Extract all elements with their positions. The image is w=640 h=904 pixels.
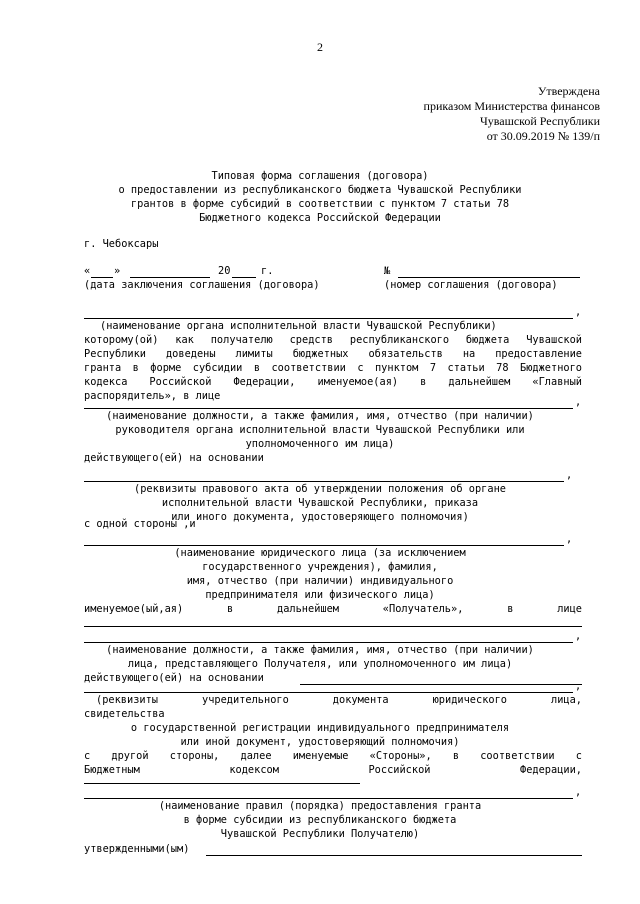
approval-line: Утверждена [537, 84, 600, 98]
word: с [84, 750, 91, 762]
legal-act-blank [84, 481, 564, 482]
doc-title: Типовая форма соглашения (договора) [211, 170, 429, 182]
comma: , [575, 306, 582, 318]
official-blank [84, 408, 573, 409]
founding-line [96, 694, 582, 707]
acting-basis: действующего(ей) на основании [84, 452, 264, 464]
founding-blank [84, 692, 573, 693]
para-line: кодекса Российской Федерации, именуемое(ая) в дальнейшем «Главный [84, 376, 582, 388]
authority-blank [84, 318, 573, 319]
word: Бюджетным [84, 764, 140, 776]
word: именуемое(ый,ая) [84, 603, 184, 615]
rules-caption: в форме субсидии из республиканского бюджета [183, 814, 457, 826]
official-caption: (наименование должности, а также фамилия, имя, отчество (при наличии) [106, 410, 534, 422]
recipient-blank [84, 626, 582, 627]
word: в [507, 603, 514, 615]
year-suffix: г. [261, 265, 274, 277]
rules-caption: Чувашской Республики Получателю) [220, 828, 420, 840]
founding-caption: о государственной регистрации индивидуального предпринимателя [130, 722, 510, 734]
word: с [575, 750, 582, 762]
official-caption: руководителя органа исполнительной власти Чувашской Республики или [115, 424, 525, 436]
word: в [227, 603, 234, 615]
date-close-quote: » [114, 265, 121, 277]
year-prefix: 20 [218, 265, 231, 277]
word: учредительного [202, 694, 289, 706]
word: Российской [368, 764, 431, 776]
date-caption: (дата заключения соглашения (договора) [84, 279, 320, 291]
para-line: гранта в форме субсидии в соответствии с пунктом 7 статьи 78 Бюджетного [84, 362, 582, 374]
comma: , [566, 469, 573, 481]
rules-blank [84, 798, 573, 799]
month-blank [130, 277, 210, 278]
recipient-official-caption: (наименование должности, а также фамилия, имя, отчество (при наличии) [106, 644, 534, 656]
word: «Получатель», [382, 603, 464, 615]
comma: , [575, 786, 582, 798]
comma: , [575, 680, 582, 692]
word: юридического [432, 694, 507, 706]
other-side-line [84, 750, 582, 763]
approval-line: Чувашской Республики [479, 114, 600, 128]
entity-caption: (наименование юридического лица (за исключением [174, 547, 466, 559]
official-caption: уполномоченного им лица) [245, 438, 395, 450]
word: далее [240, 750, 272, 762]
para-line: Республики доведены лимиты бюджетных обязательств на предоставление [84, 348, 582, 360]
word: другой [111, 750, 149, 762]
date-open-quote: « [84, 265, 91, 277]
number-blank [398, 277, 580, 278]
budget-code-line [84, 764, 582, 777]
word: именуемые [292, 750, 349, 762]
comma: , [566, 533, 573, 545]
word: дальнейшем [277, 603, 339, 615]
para-line: которому(ой) как получателю средств республиканского бюджета Чувашской [84, 334, 582, 346]
entity-caption: имя, отчество (при наличии) индивидуального [186, 575, 454, 587]
doc-title: о предоставлении из республиканского бюджета Чувашской Республики [118, 184, 522, 196]
legal-act-caption: (реквизиты правового акта об утверждении положения об органе [134, 483, 506, 495]
entity-caption: государственного учреждения), фамилия, [202, 561, 438, 573]
word: (реквизиты [96, 694, 158, 706]
page-number: 2 [317, 40, 323, 54]
para-line: распорядитель», в лице [84, 390, 221, 402]
number-caption: (номер соглашения (договора) [384, 279, 558, 291]
year-blank [232, 277, 256, 278]
one-side: с одной стороны ,и [84, 518, 196, 530]
approval-line: приказом Министерства финансов [423, 99, 600, 113]
word: соответствии [480, 750, 555, 762]
entity-blank [84, 545, 564, 546]
approved-by: утвержденными(ым) [84, 843, 190, 855]
word: лице [557, 603, 582, 615]
doc-title: грантов в форме субсидий в соответствии с пунктом 7 статьи 78 [130, 198, 510, 210]
approved-by-blank [206, 855, 582, 856]
word: в [452, 750, 460, 762]
rules-caption: (наименование правил (порядка) предоставления гранта [158, 800, 482, 812]
named-line [84, 603, 582, 616]
legal-act-caption: исполнительной власти Чувашской Республики, приказа [161, 497, 479, 509]
approval-line: от 30.09.2019 № 139/п [486, 129, 600, 143]
day-blank [91, 277, 113, 278]
authority-caption: (наименование органа исполнительной власти Чувашской Республики) [100, 320, 497, 332]
acting-basis: действующего(ей) на основании [84, 672, 264, 684]
word: документа [332, 694, 389, 706]
legal-act-caption: или иного документа, удостоверяющего полномочия) [171, 511, 469, 523]
number-sign: № [384, 265, 391, 277]
recipient-blank [84, 642, 573, 643]
entity-caption: предпринимателя или физического лица) [205, 589, 435, 601]
word: кодексом [229, 764, 279, 776]
comma: , [575, 630, 582, 642]
word: Федерации, [520, 764, 582, 776]
rules-blank [84, 783, 360, 784]
basis-blank [300, 684, 582, 685]
doc-title: Бюджетного кодекса Российской Федерации [199, 212, 441, 224]
word: лица, [551, 694, 582, 706]
word: «Стороны», [369, 750, 432, 762]
recipient-official-caption: лица, представляющего Получателя, или уполномоченного им лица) [127, 658, 513, 670]
word: стороны, [169, 750, 220, 762]
city: г. Чебоксары [84, 238, 159, 250]
founding-caption: свидетельства [84, 708, 165, 720]
comma: , [575, 396, 582, 408]
founding-caption: или иной документ, удостоверяющий полномочия) [180, 736, 460, 748]
